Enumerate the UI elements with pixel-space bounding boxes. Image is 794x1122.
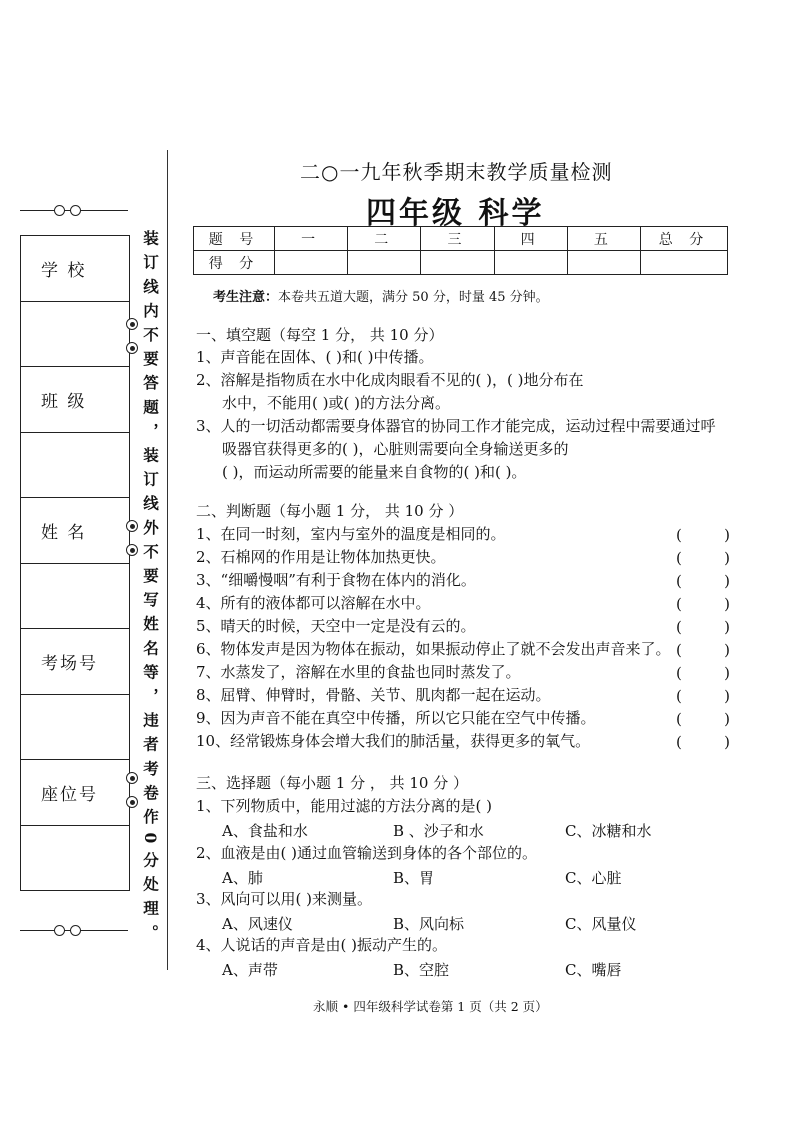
section-multiple-choice-title: 三、选择题（每小题 1 分 ， 共 10 分 ） [196,774,469,792]
fill-in-question-3-cont: 吸器官获得更多的( )，心脏则需要向全身输送更多的 [222,440,569,458]
score-cell[interactable] [275,251,348,275]
exam-room-field[interactable] [21,694,130,760]
score-cell[interactable] [421,251,494,275]
name-label: 姓 名 [21,498,130,564]
class-field[interactable] [21,432,130,498]
fill-in-question-2: 2、溶解是指物质在水中化成肉眼看不见的( )，( )地分布在 [196,371,584,389]
binding-hole-mark [126,520,138,532]
choice-option-b: B、胃 [393,869,435,887]
true-false-question: 5、晴天的时候，天空中一定是没有云的。 [196,617,476,635]
student-info-table [20,235,130,891]
fill-in-question-3: 3、人的一切活动都需要身体器官的协同工作才能完成，运动过程中需要通过呼 [196,417,716,435]
choice-option-a: A、肺 [222,869,263,887]
score-cell[interactable] [494,251,567,275]
score-header-5: 五 [567,227,640,251]
seat-number-field[interactable] [21,825,130,891]
binding-hole-mark [126,544,138,556]
score-header-question: 题 号 [194,227,275,251]
choice-option-a: A、风速仪 [222,915,293,933]
choice-option-b: B、空腔 [393,961,450,979]
score-cell[interactable] [348,251,421,275]
binding-hole-mark [126,796,138,808]
fill-in-question-1: 1、声音能在固体、( )和( )中传播。 [196,348,434,366]
score-table [193,226,728,275]
top-ornament [20,205,128,217]
notice-label: 考生注意： [213,290,279,305]
true-false-question: 1、在同一时刻，室内与室外的温度是相同的。 [196,525,506,543]
binding-line-note: 装订线内不要答题，装订线外不要写姓名等，违者考卷作0分处理。 [141,230,160,949]
answer-blank[interactable]: ( ) [676,710,730,728]
score-cell[interactable] [567,251,640,275]
exam-title: 四年级 科学 [366,196,545,231]
exam-room-label: 考场号 [21,629,130,695]
score-header-1: 一 [275,227,348,251]
true-false-question: 9、因为声音不能在真空中传播，所以它只能在空气中传播。 [196,709,596,727]
class-label: 班 级 [21,367,130,433]
answer-blank[interactable]: ( ) [676,618,730,636]
true-false-question: 8、屈臂、伸臂时，骨骼、关节、肌肉都一起在运动。 [196,686,551,704]
bottom-ornament [20,925,128,937]
exam-notice [213,286,549,305]
choice-option-c: C、冰糖和水 [565,822,652,840]
binding-hole-mark [126,342,138,354]
answer-blank[interactable]: ( ) [676,664,730,682]
answer-blank[interactable]: ( ) [676,572,730,590]
true-false-question: 3、“细嚼慢咽”有利于食物在体内的消化。 [196,571,476,589]
true-false-question: 4、所有的液体都可以溶解在水中。 [196,594,431,612]
score-header-3: 三 [421,227,494,251]
answer-blank[interactable]: ( ) [676,687,730,705]
school-label: 学 校 [21,236,130,302]
true-false-question: 10、经常锻炼身体会增大我们的肺活量，获得更多的氧气。 [196,732,591,750]
score-header-4: 四 [494,227,567,251]
answer-blank[interactable]: ( ) [676,549,730,567]
school-field[interactable] [21,301,130,367]
true-false-question: 7、水蒸发了，溶解在水里的食盐也同时蒸发了。 [196,663,521,681]
true-false-question: 2、石棉网的作用是让物体加热更快。 [196,548,446,566]
fill-in-question-2-cont: 水中，不能用( )或( )的方法分离。 [222,394,450,412]
answer-blank[interactable]: ( ) [676,641,730,659]
section-true-false-title: 二、判断题（每小题 1 分， 共 10 分 ） [196,502,464,520]
choice-question-2: 2、血液是由( )通过血管输送到身体的各个部位的。 [196,844,538,862]
fill-in-question-3-cont: ( )，而运动所需要的能量来自食物的( )和( )。 [222,463,527,481]
binding-line [167,150,168,970]
choice-question-3: 3、风向可以用( )来测量。 [196,890,373,908]
answer-blank[interactable]: ( ) [676,526,730,544]
binding-hole-mark [126,318,138,330]
notice-text: 本卷共五道大题，满分 50 分，时量 45 分钟。 [278,290,549,305]
score-header-total: 总 分 [641,227,728,251]
score-row-label: 得 分 [194,251,275,275]
name-field[interactable] [21,563,130,629]
section-fill-in-title: 一、填空题（每空 1 分， 共 10 分） [196,326,444,344]
answer-blank[interactable]: ( ) [676,595,730,613]
choice-option-a: A、食盐和水 [222,822,308,840]
seat-number-label: 座位号 [21,760,130,826]
page-footer: 永顺 • 四年级科学试卷第 1 页（共 2 页） [313,999,548,1014]
choice-question-4: 4、人说话的声音是由( )振动产生的。 [196,936,448,954]
score-header-2: 二 [348,227,421,251]
binding-hole-mark [126,772,138,784]
true-false-question: 6、物体发声是因为物体在振动，如果振动停止了就不会发出声音来了。 [196,640,671,658]
score-cell[interactable] [641,251,728,275]
choice-question-1: 1、下列物质中，能用过滤的方法分离的是( ) [196,797,493,815]
choice-option-c: C、心脏 [565,869,622,887]
choice-option-a: A、声带 [222,961,278,979]
exam-subtitle: 二○一九年秋季期末教学质量检测 [300,160,613,184]
answer-blank[interactable]: ( ) [676,733,730,751]
choice-option-c: C、风量仪 [565,915,637,933]
choice-option-c: C、嘴唇 [565,961,622,979]
choice-option-b: B 、沙子和水 [393,822,484,840]
choice-option-b: B、风向标 [393,915,465,933]
